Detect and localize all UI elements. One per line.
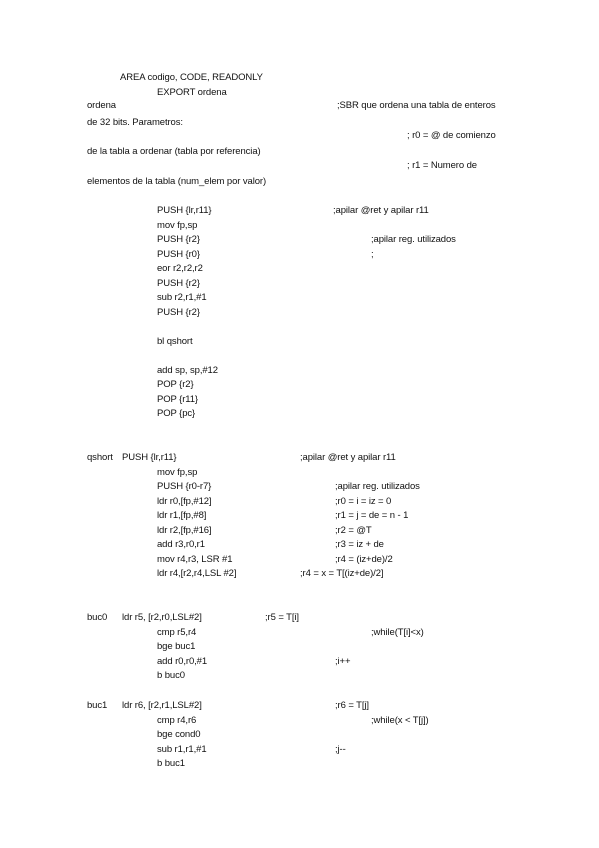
code-line: qshort	[87, 452, 113, 463]
code-line: cmp r5,r4	[157, 627, 197, 638]
code-line: ; r1 = Numero de	[407, 160, 477, 171]
code-line: PUSH {r0}	[157, 249, 200, 260]
code-line: sub r2,r1,#1	[157, 292, 207, 303]
code-line: elementos de la tabla (num_elem por valor)	[87, 176, 267, 187]
code-line: ldr r5, [r2,r0,LSL#2]	[122, 612, 202, 623]
code-line: ;r2 = @T	[335, 525, 372, 536]
code-line: bge cond0	[157, 729, 201, 740]
code-line: POP {pc}	[157, 408, 196, 419]
code-line: ;r0 = i = iz = 0	[335, 496, 392, 507]
code-line: ;i++	[335, 656, 351, 667]
code-line: add r3,r0,r1	[157, 539, 205, 550]
code-line: ordena	[87, 100, 116, 111]
code-line: de la tabla a ordenar (tabla por referencia)	[87, 146, 261, 157]
code-line: ldr r6, [r2,r1,LSL#2]	[122, 700, 202, 711]
code-line: ;while(T[i]<x)	[371, 627, 424, 638]
code-line: de 32 bits. Parametros:	[87, 117, 183, 128]
code-line: cmp r4,r6	[157, 715, 197, 726]
code-line: ;r1 = j = de = n - 1	[335, 510, 409, 521]
code-line: EXPORT ordena	[157, 87, 227, 98]
code-line: ldr r1,[fp,#8]	[157, 510, 207, 521]
code-line: mov fp,sp	[157, 467, 198, 478]
code-line: PUSH {r2}	[157, 234, 200, 245]
code-line: ldr r2,[fp,#16]	[157, 525, 212, 536]
code-line: ;apilar reg. utilizados	[335, 481, 420, 492]
code-line: PUSH {lr,r11}	[122, 452, 177, 463]
code-line: ldr r0,[fp,#12]	[157, 496, 212, 507]
code-line: ;apilar reg. utilizados	[371, 234, 456, 245]
code-line: bl qshort	[157, 336, 193, 347]
code-line: sub r1,r1,#1	[157, 744, 207, 755]
code-line: ;while(x < T[j])	[371, 715, 429, 726]
code-line: mov r4,r3, LSR #1	[157, 554, 233, 565]
code-line: PUSH {r2}	[157, 307, 200, 318]
code-line: PUSH {r2}	[157, 278, 200, 289]
code-line: add sp, sp,#12	[157, 365, 218, 376]
code-line: ;r4 = x = T[(iz+de)/2]	[300, 568, 384, 579]
code-line: ;SBR que ordena una tabla de enteros	[337, 100, 496, 111]
code-line: bge buc1	[157, 641, 196, 652]
code-line: ;r3 = iz + de	[335, 539, 384, 550]
code-line: eor r2,r2,r2	[157, 263, 203, 274]
code-line: ; r0 = @ de comienzo	[407, 130, 496, 141]
code-line: ;apilar @ret y apilar r11	[300, 452, 396, 463]
code-line: PUSH {lr,r11}	[157, 205, 212, 216]
code-line: mov fp,sp	[157, 220, 198, 231]
code-line: ;r5 = T[i]	[265, 612, 299, 623]
code-line: buc0	[87, 612, 108, 623]
code-line: POP {r2}	[157, 379, 194, 390]
code-line: b buc1	[157, 758, 185, 769]
code-line: ;r4 = (iz+de)/2	[335, 554, 393, 565]
code-line: add r0,r0,#1	[157, 656, 208, 667]
code-line: buc1	[87, 700, 108, 711]
code-line: PUSH {r0-r7}	[157, 481, 212, 492]
code-line: POP {r11}	[157, 394, 199, 405]
code-line: ;r6 = T[j]	[335, 700, 369, 711]
code-line: b buc0	[157, 670, 185, 681]
code-line: AREA codigo, CODE, READONLY	[120, 72, 263, 83]
code-line: ;	[371, 249, 374, 260]
code-line: ;j--	[335, 744, 346, 755]
code-line: ;apilar @ret y apilar r11	[333, 205, 429, 216]
code-line: ldr r4,[r2,r4,LSL #2]	[157, 568, 237, 579]
